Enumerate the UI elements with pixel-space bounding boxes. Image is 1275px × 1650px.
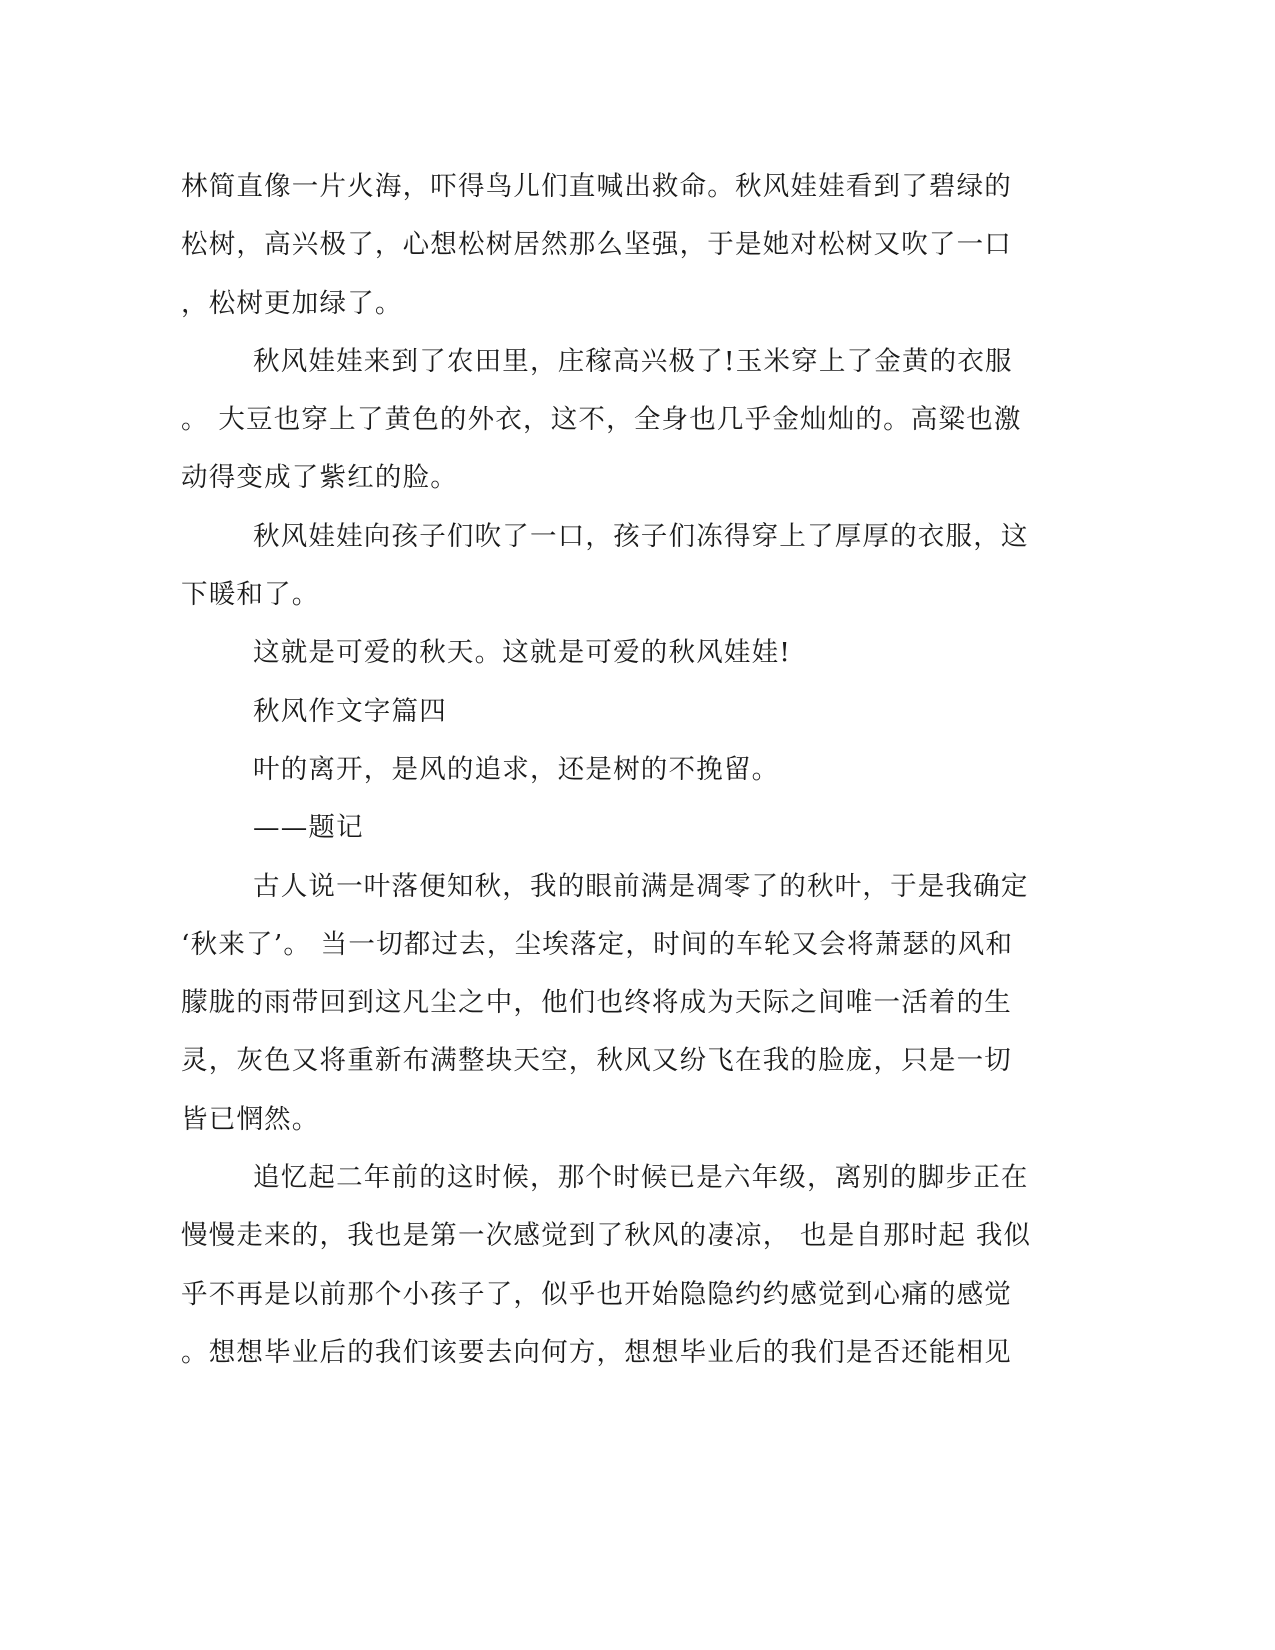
- text-line: 灵，灰色又将重新布满整块天空，秋风又纷飞在我的脸庞，只是一切: [181, 1045, 1012, 1077]
- text-line: ，松树更加绿了。: [181, 287, 403, 319]
- text-line: 动得变成了紫红的脸。: [181, 462, 458, 494]
- epigraph-attribution: ——题记: [253, 812, 364, 844]
- text-line: 秋风娃娃来到了农田里，庄稼高兴极了!玉米穿上了金黄的衣服: [253, 345, 1013, 377]
- text-line: 秋风娃娃向孩子们吹了一口，孩子们冻得穿上了厚厚的衣服，这: [253, 520, 1029, 552]
- text-line: 朦胧的雨带回到这凡尘之中，他们也终将成为天际之间唯一活着的生: [181, 987, 1012, 1019]
- text-line: 古人说一叶落便知秋，我的眼前满是凋零了的秋叶，于是我确定: [253, 870, 1029, 902]
- text-line: 这就是可爱的秋天。这就是可爱的秋风娃娃!: [253, 637, 792, 669]
- text-line: 乎不再是以前那个小孩子了，似乎也开始隐隐约约感觉到心痛的感觉: [181, 1278, 1012, 1310]
- text-line: 林简直像一片火海，吓得鸟儿们直喊出救命。秋风娃娃看到了碧绿的: [181, 171, 1012, 202]
- text-line: 追忆起二年前的这时候，那个时候已是六年级，离别的脚步正在: [253, 1162, 1029, 1194]
- text-line: 。想想毕业后的我们该要去向何方，想想毕业后的我们是否还能相见: [181, 1336, 1012, 1368]
- body-text: [181, 158, 1061, 1382]
- section-heading: 秋风作文字篇四: [253, 695, 447, 727]
- text-line: 皆已惘然。: [181, 1103, 320, 1135]
- text-line: 叶的离开，是风的追求，还是树的不挽留。: [253, 753, 780, 785]
- text-line: 。 大豆也穿上了黄色的外衣，这不，全身也几乎金灿灿的。高粱也激: [181, 404, 1022, 436]
- text-line: ‘秋来了’。 当一切都过去，尘埃落定，时间的车轮又会将萧瑟的风和: [181, 928, 1014, 960]
- text-line: 下暖和了。: [181, 579, 320, 611]
- text-line: 松树，高兴极了，心想松树居然那么坚强，于是她对松树又吹了一口: [181, 229, 1012, 261]
- text-line: 慢慢走来的，我也是第一次感觉到了秋风的凄凉， 也是自那时起 我似: [181, 1220, 1032, 1252]
